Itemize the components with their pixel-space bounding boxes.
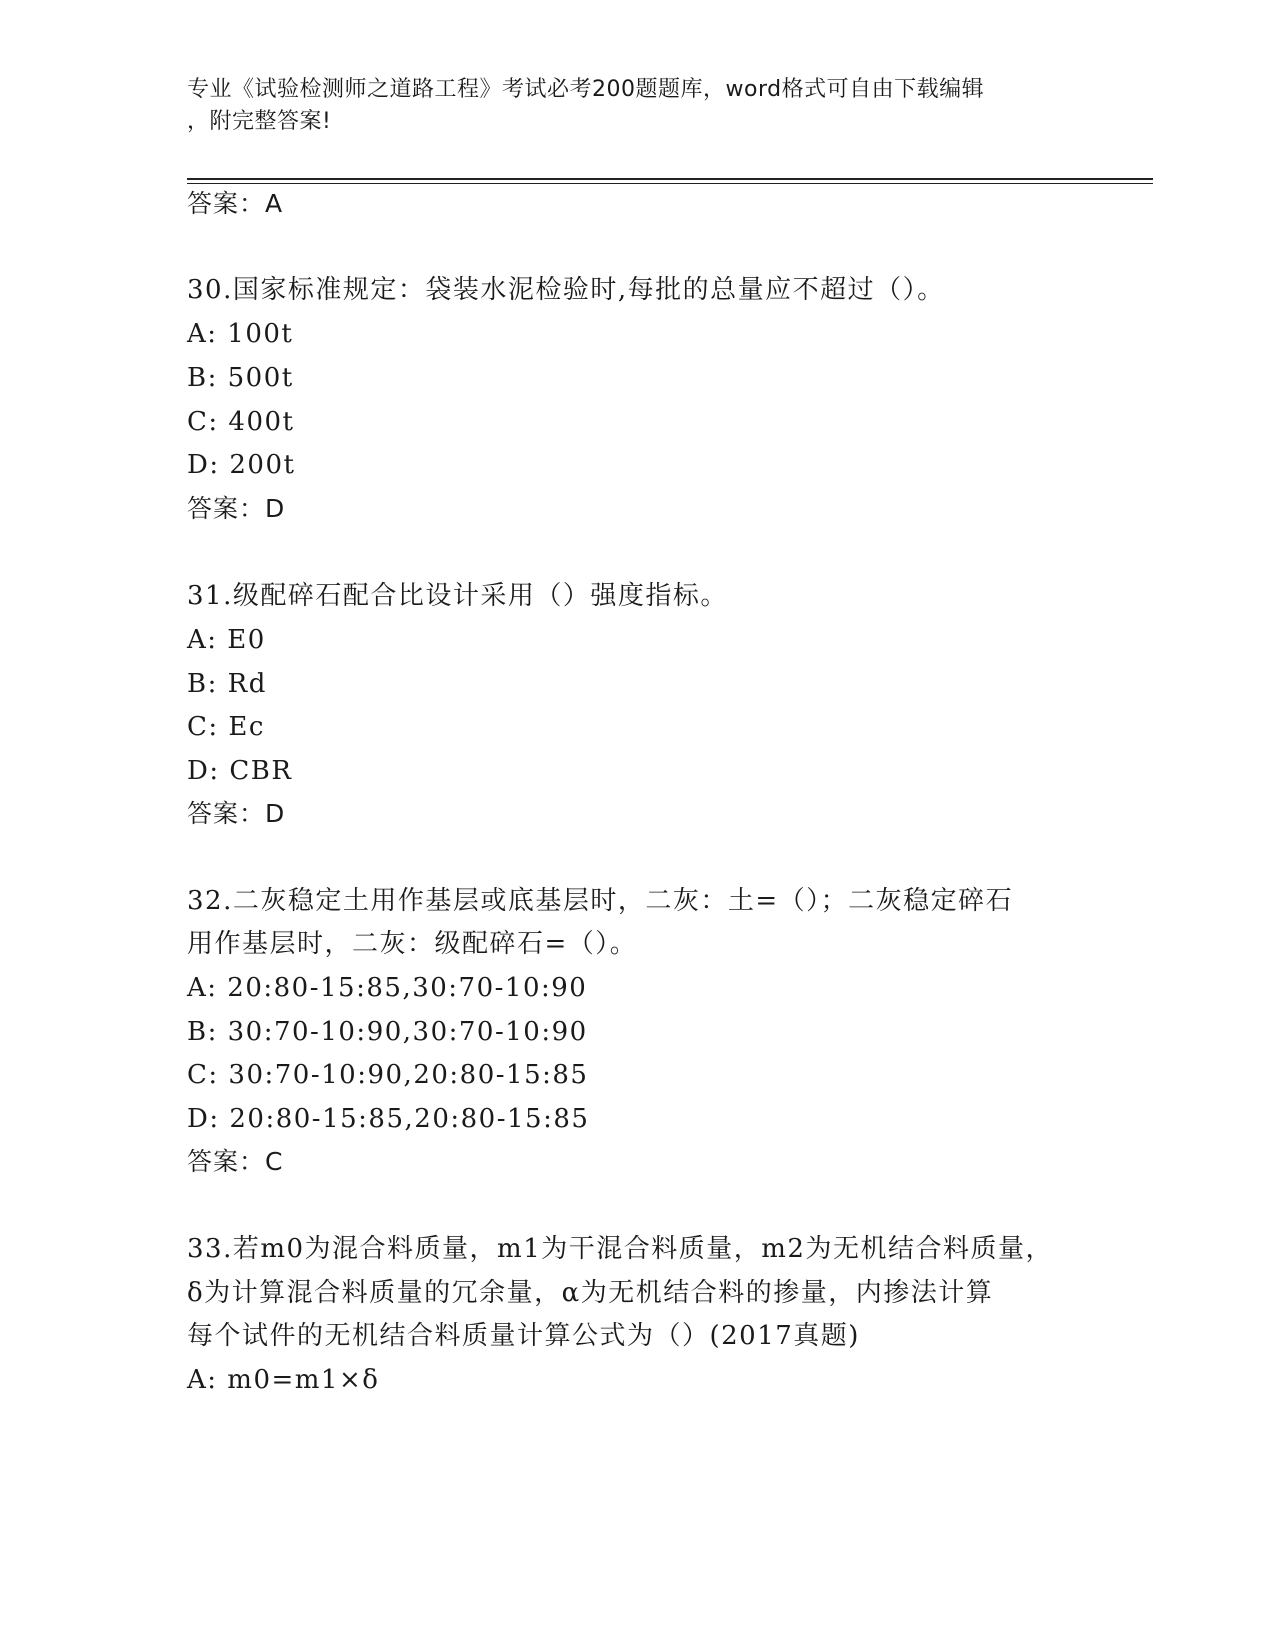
question-33-stem-line-2: δ为计算混合料质量的冗余量，α为无机结合料的掺量，内掺法计算 (187, 1278, 994, 1308)
question-31-option-b: B: Rd (187, 669, 267, 699)
question-31-option-d: D: CBR (187, 756, 293, 786)
question-30-option-c: C: 400t (187, 407, 295, 437)
question-32-option-c: C: 30:70-10:90,20:80-15:85 (187, 1060, 589, 1090)
header-line-1: 专业《试验检测师之道路工程》考试必考200题题库，word格式可自由下载编辑 (187, 77, 985, 102)
question-32-option-a: A: 20:80-15:85,30:70-10:90 (187, 973, 588, 1003)
question-33-option-a: A: m0=m1×δ (187, 1365, 380, 1395)
question-33-stem-line-1: 33.若m0为混合料质量，m1为干混合料质量，m2为无机结合料质量， (187, 1234, 1053, 1264)
header-line-2: ，附完整答案! (187, 109, 332, 134)
question-33-stem-line-3: 每个试件的无机结合料质量计算公式为（）(2017真题) (187, 1321, 860, 1351)
question-32-option-d: D: 20:80-15:85,20:80-15:85 (187, 1104, 590, 1134)
header-divider-thick (187, 178, 1153, 180)
question-30-option-b: B: 500t (187, 363, 294, 393)
document-header (187, 74, 1067, 138)
question-32-option-b: B: 30:70-10:90,30:70-10:90 (187, 1017, 588, 1047)
question-31-option-c: C: Ec (187, 712, 265, 742)
question-30-option-a: A: 100t (187, 319, 294, 349)
previous-answer: 答案：A (187, 189, 284, 218)
header-divider-thin (187, 183, 1153, 184)
question-30-option-d: D: 200t (187, 450, 296, 480)
question-30-answer: 答案：D (187, 494, 286, 523)
question-32-stem-line-2: 用作基层时，二灰：级配碎石=（）。 (187, 929, 638, 959)
question-32-stem-line-1: 32.二灰稳定土用作基层或底基层时，二灰：土=（）；二灰稳定碎石 (187, 886, 1014, 916)
question-31-stem: 31.级配碎石配合比设计采用（）强度指标。 (187, 581, 728, 611)
question-30-stem: 30.国家标准规定：袋装水泥检验时,每批的总量应不超过（）。 (187, 275, 945, 305)
question-31-answer: 答案：D (187, 799, 286, 828)
question-31-option-a: A: E0 (187, 625, 266, 655)
question-32-answer: 答案：C (187, 1147, 284, 1176)
